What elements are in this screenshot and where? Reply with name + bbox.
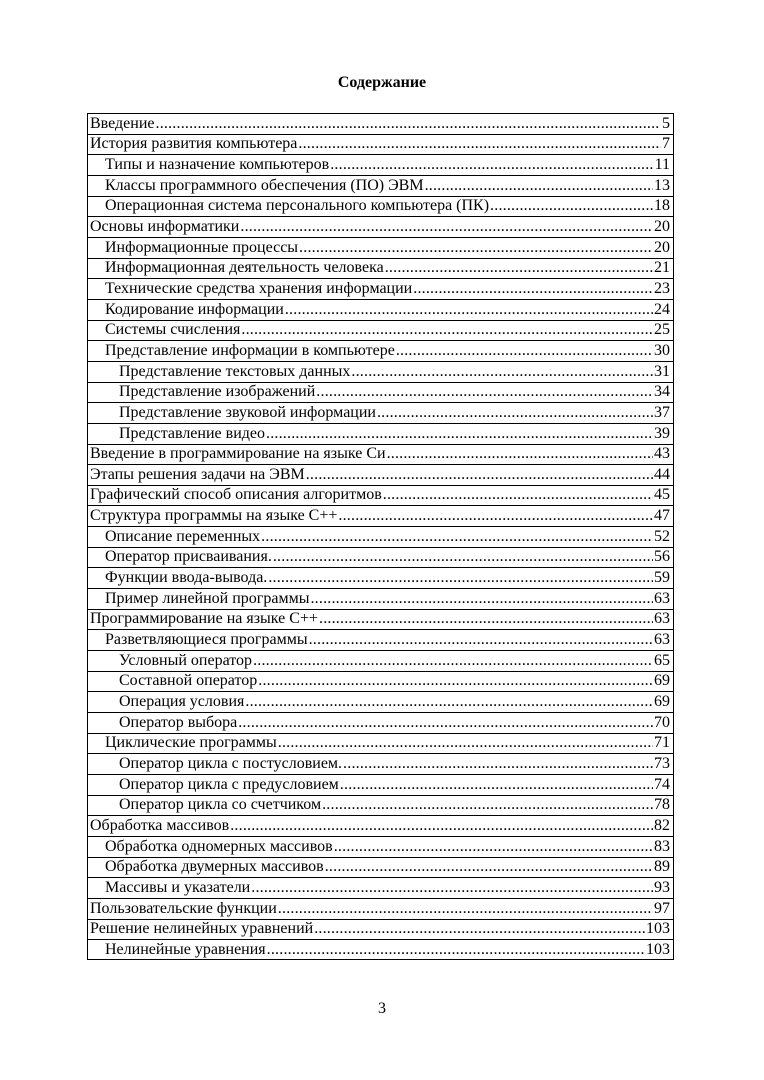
- toc-entry-page: 82: [654, 816, 670, 834]
- toc-entry-page: 97: [654, 899, 670, 917]
- dot-leader: [278, 900, 653, 918]
- toc-entry-page: 73: [654, 755, 670, 772]
- dot-leader: [298, 135, 661, 153]
- toc-entry-label: Составной оператор: [119, 672, 258, 690]
- dot-leader: [396, 342, 653, 360]
- toc-entry[interactable]: [0, 857, 764, 878]
- toc-entry-page: 89: [654, 858, 670, 876]
- dot-leader: [266, 425, 653, 443]
- dot-leader: [245, 693, 653, 711]
- toc-entry[interactable]: [0, 795, 764, 816]
- dot-leader: [325, 858, 653, 876]
- dot-leader: [340, 776, 653, 794]
- toc-entry-label: Решение нелинейных уравнений: [90, 920, 314, 938]
- toc-entry-page: 7: [662, 135, 670, 153]
- toc-entry[interactable]: [0, 567, 764, 588]
- toc-entry-label: Разветвляющиеся программы: [105, 631, 308, 649]
- toc-entry-page: 20: [654, 217, 670, 235]
- toc-entry-page: 37: [654, 403, 670, 421]
- dot-leader: [261, 528, 653, 546]
- toc-entry[interactable]: [0, 423, 764, 444]
- dot-leader: [278, 734, 653, 752]
- toc-entry-label: Обработка двумерных массивов: [105, 858, 324, 876]
- toc-entry-page: 63: [654, 589, 670, 607]
- toc-entry-label: Графический способ описания алгоритмов: [90, 486, 382, 504]
- toc-entry-label: Введение: [90, 114, 155, 132]
- toc-entry-page: 39: [654, 424, 670, 442]
- toc-entry[interactable]: [0, 340, 764, 361]
- toc-entry[interactable]: [0, 691, 764, 712]
- toc-entry[interactable]: [0, 320, 764, 341]
- toc-entry-page: 34: [654, 383, 670, 401]
- toc-entry-page: 52: [654, 527, 670, 545]
- toc-entry[interactable]: [0, 154, 764, 175]
- toc-entry-label: Информационная деятельность человека: [105, 259, 384, 277]
- toc-entry[interactable]: [0, 216, 764, 237]
- toc-entry-label: Оператор присваивания.: [105, 548, 272, 566]
- toc-entry-label: Основы информатики: [90, 217, 240, 235]
- toc-entry-label: Представление текстовых данных: [119, 362, 351, 380]
- toc-entry-label: Введение в программирование на языке Си: [90, 445, 386, 463]
- toc-entry-page: 44: [654, 465, 670, 483]
- toc-entry[interactable]: [0, 485, 764, 506]
- dot-leader: [306, 466, 653, 484]
- toc-entry-page: 63: [654, 631, 670, 649]
- toc-entry-page: 45: [654, 486, 670, 504]
- toc-entry-page: 65: [654, 651, 670, 669]
- toc-entry-label: Классы программного обеспечения (ПО) ЭВМ: [105, 176, 424, 194]
- toc-entry-page: 21: [654, 259, 670, 277]
- toc-entry-label: Обработка массивов: [90, 816, 230, 834]
- dot-leader: [240, 218, 653, 236]
- toc-entry-page: 71: [654, 734, 670, 752]
- toc-entry[interactable]: [0, 919, 764, 940]
- dot-leader: [268, 569, 653, 587]
- toc-entry-page: 69: [654, 672, 670, 690]
- toc-entry[interactable]: [0, 547, 764, 568]
- toc-entry-label: Нелинейные уравнения: [105, 940, 266, 958]
- dot-leader: [238, 714, 653, 732]
- toc-entry-page: 74: [654, 775, 670, 793]
- toc-entry-label: Циклические программы: [105, 734, 277, 752]
- dot-leader: [267, 941, 645, 959]
- dot-leader: [322, 796, 653, 814]
- toc-entry[interactable]: [0, 402, 764, 423]
- toc-entry-page: 93: [654, 878, 670, 896]
- dot-leader: [385, 259, 653, 277]
- toc-entry-page: 69: [654, 693, 670, 711]
- toc-entry-page: 43: [654, 445, 670, 463]
- toc-entry-label: Оператор цикла со счетчиком: [119, 796, 322, 814]
- dot-leader: [319, 610, 653, 628]
- toc-entry[interactable]: [0, 278, 764, 299]
- toc-entry[interactable]: [0, 712, 764, 733]
- toc-entry-label: Массивы и указатели: [105, 878, 251, 896]
- toc-entry-label: История развития компьютера: [90, 135, 298, 153]
- toc-entry[interactable]: [0, 753, 764, 774]
- toc-entry-page: 47: [654, 507, 670, 525]
- toc-entry-label: Представление изображений: [119, 383, 316, 401]
- toc-entry[interactable]: [0, 836, 764, 857]
- dot-leader: [330, 156, 653, 174]
- toc-entry-page: 30: [654, 341, 670, 359]
- dot-leader: [316, 383, 653, 401]
- toc-entry[interactable]: [0, 505, 764, 526]
- toc-entry[interactable]: [0, 464, 764, 485]
- toc-entry[interactable]: [0, 237, 764, 258]
- toc-entry[interactable]: [0, 671, 764, 692]
- dot-leader: [351, 363, 653, 381]
- toc-entry-label: Этапы решения задачи на ЭВМ: [90, 465, 305, 483]
- dot-leader: [253, 652, 653, 670]
- toc-entry[interactable]: [0, 733, 764, 754]
- dot-leader: [251, 879, 653, 897]
- dot-leader: [387, 445, 653, 463]
- toc-entry-page: 13: [654, 176, 670, 194]
- dot-leader: [383, 486, 653, 504]
- toc-entry-page: 24: [654, 300, 670, 318]
- toc-entry-label: Представление видео: [119, 424, 265, 442]
- toc-entry[interactable]: [0, 258, 764, 279]
- page-number: 3: [378, 1000, 386, 1017]
- dot-leader: [338, 507, 653, 525]
- toc-entry-page: 70: [654, 713, 670, 731]
- toc-entry[interactable]: [0, 361, 764, 382]
- dot-leader: [230, 817, 653, 835]
- toc-entry-page: 25: [654, 321, 670, 339]
- dot-leader: [285, 301, 653, 319]
- toc-entry-label: Системы счисления: [105, 321, 241, 339]
- toc-entry-label: Представление информации в компьютере: [105, 341, 395, 359]
- toc-entry[interactable]: [0, 299, 764, 320]
- toc-entry-label: Кодирование информации: [105, 300, 284, 318]
- toc-entry-label: Обработка одномерных массивов: [105, 837, 333, 855]
- dot-leader: [310, 590, 653, 608]
- dot-leader: [273, 548, 653, 566]
- toc-entry[interactable]: [0, 629, 764, 650]
- dot-leader: [299, 239, 653, 257]
- toc-entry[interactable]: [0, 175, 764, 196]
- toc-entry[interactable]: [0, 815, 764, 836]
- toc-entry-page: 18: [654, 197, 670, 215]
- toc-entry-label: Оператор выбора: [119, 713, 238, 731]
- dot-leader: [156, 115, 660, 133]
- table-of-contents: [0, 113, 764, 960]
- toc-entry-page: 103: [646, 920, 670, 938]
- toc-entry-page: 5: [662, 114, 670, 132]
- dot-leader: [309, 631, 653, 649]
- toc-entry[interactable]: [0, 134, 764, 155]
- toc-entry-label: Условный оператор: [119, 651, 253, 669]
- toc-entry-page: 31: [654, 362, 670, 380]
- toc-entry-label: Оператор цикла с постусловием.: [119, 755, 343, 772]
- toc-entry[interactable]: [0, 877, 764, 898]
- toc-entry[interactable]: [0, 588, 764, 609]
- toc-entry[interactable]: [0, 774, 764, 795]
- toc-entry-label: Описание переменных: [105, 527, 261, 545]
- toc-entry-label: Программирование на языке С++: [90, 610, 318, 628]
- toc-entry[interactable]: [0, 444, 764, 465]
- toc-entry[interactable]: [0, 113, 764, 134]
- toc-entry-label: Пользовательские функции: [90, 899, 277, 917]
- toc-entry-page: 78: [654, 796, 670, 814]
- toc-entry-label: Пример линейной программы: [105, 589, 310, 607]
- dot-leader: [258, 672, 653, 690]
- toc-entry[interactable]: [0, 939, 764, 960]
- toc-entry[interactable]: [0, 898, 764, 919]
- dot-leader: [377, 404, 653, 422]
- toc-entry-page: 20: [654, 238, 670, 256]
- dot-leader: [343, 755, 653, 773]
- dot-leader: [425, 177, 653, 195]
- toc-entry-page: 59: [654, 569, 670, 587]
- toc-entry[interactable]: [0, 196, 764, 217]
- page-title: Содержание: [337, 74, 427, 91]
- toc-entry-page: 23: [654, 279, 670, 297]
- toc-entry-label: Оператор цикла с предусловием: [119, 775, 339, 793]
- toc-entry-label: Функции ввода-вывода.: [105, 569, 268, 587]
- toc-entry-label: Представление звуковой информации: [119, 403, 376, 421]
- toc-entry-label: Операция условия: [119, 693, 245, 711]
- toc-entry-page: 103: [646, 940, 670, 958]
- toc-entry-label: Структура программы на языке С++: [90, 507, 338, 525]
- toc-entry[interactable]: [0, 382, 764, 403]
- toc-entry-page: 63: [654, 610, 670, 628]
- toc-entry-page: 11: [654, 155, 670, 173]
- toc-entry[interactable]: [0, 650, 764, 671]
- dot-leader: [413, 280, 653, 298]
- dot-leader: [334, 838, 653, 856]
- toc-entry[interactable]: [0, 526, 764, 547]
- toc-entry[interactable]: [0, 609, 764, 630]
- toc-entry-label: Информационные процессы: [105, 238, 299, 256]
- toc-entry-label: Типы и назначение компьютеров: [105, 155, 330, 173]
- toc-entry-page: 56: [654, 548, 670, 566]
- dot-leader: [490, 197, 653, 215]
- toc-entry-page: 83: [654, 837, 670, 855]
- dot-leader: [314, 920, 645, 938]
- dot-leader: [241, 321, 653, 339]
- toc-entry-label: Операционная система персонального компьютера (ПК): [105, 197, 490, 215]
- toc-entry-label: Технические средства хранения информации: [105, 279, 413, 297]
